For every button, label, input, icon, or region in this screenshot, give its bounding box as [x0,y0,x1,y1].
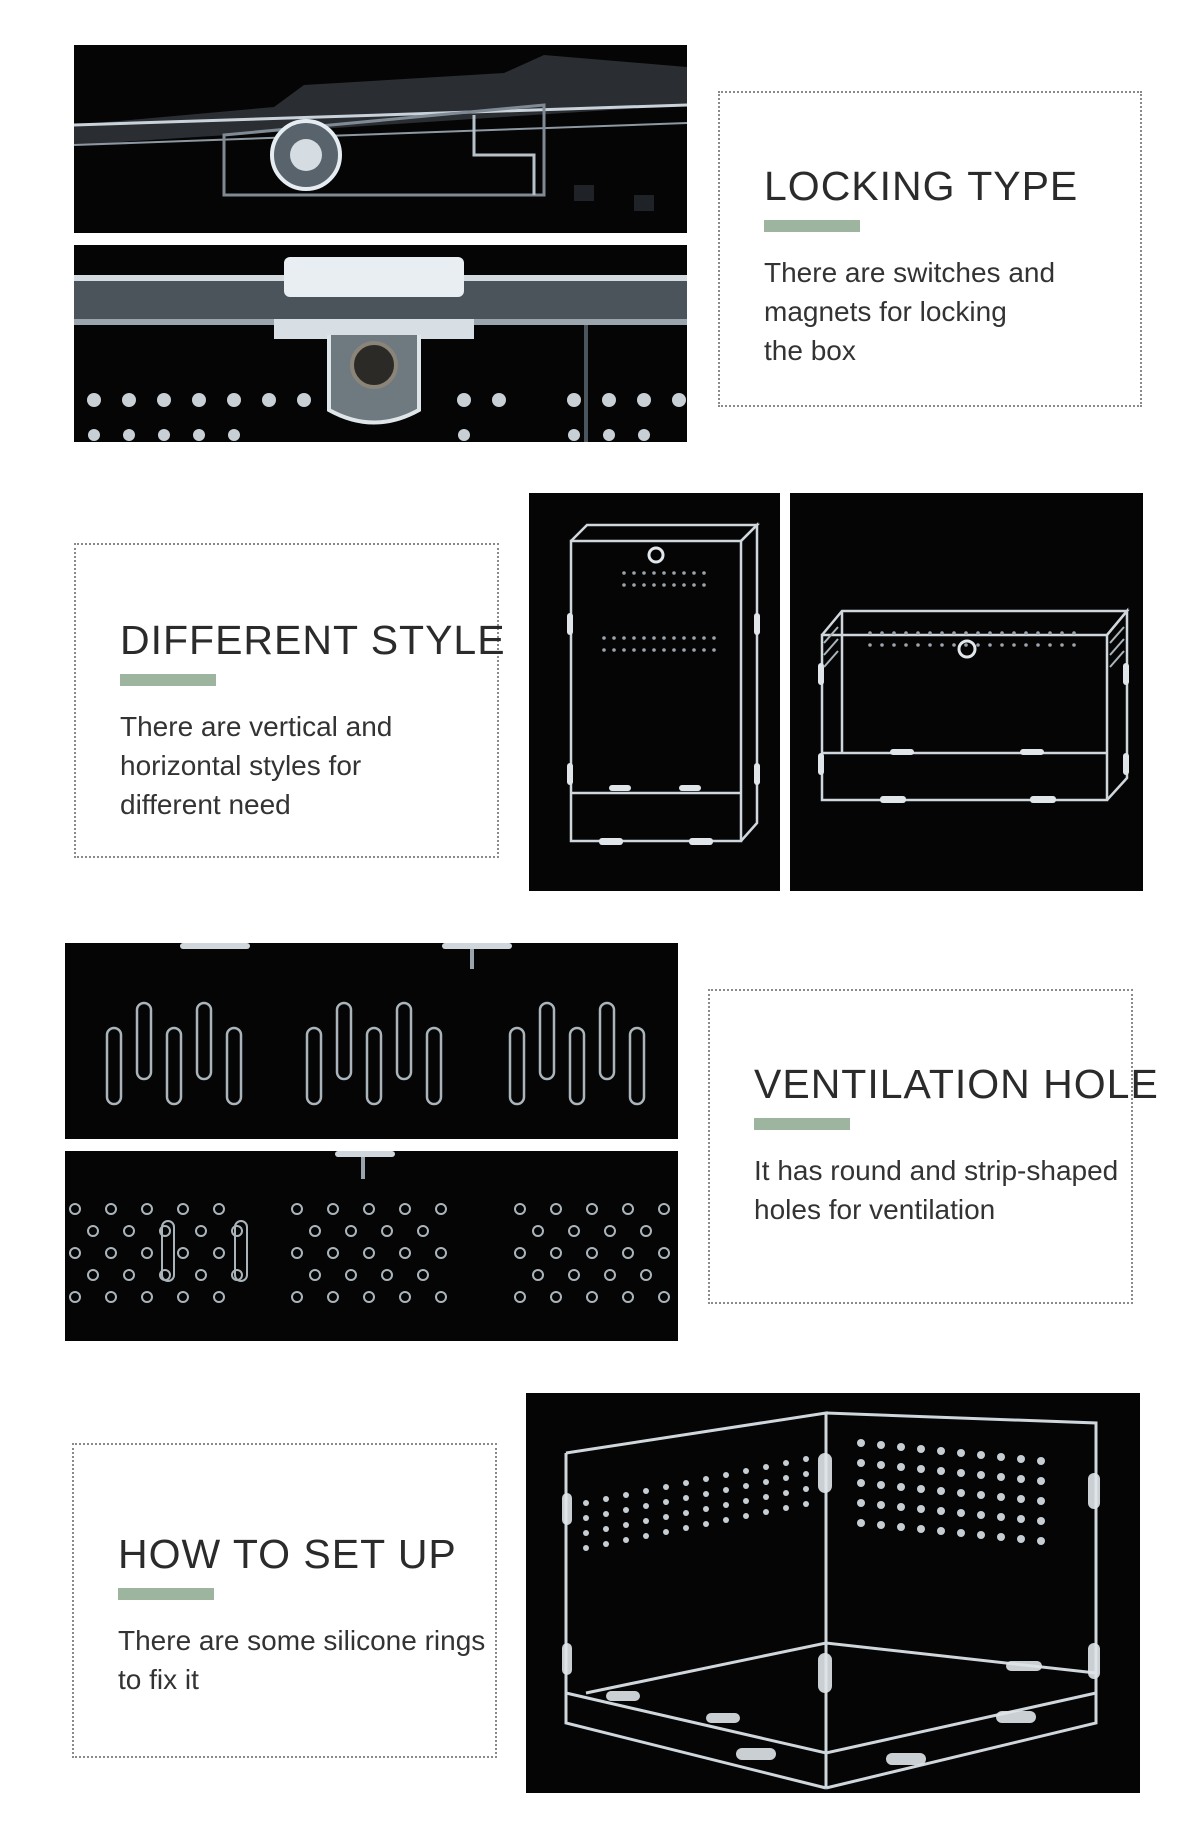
section-title: LOCKING TYPE [764,163,1079,209]
description-line: magnets for locking [764,296,1007,327]
round-holes-photo [65,1151,678,1341]
lock-switch-closeup-photo [74,45,687,233]
horizontal-box-photo [790,493,1143,891]
different-style-card [74,543,506,858]
locking-type-card [718,91,1142,407]
section-title: VENTILATION HOLE [754,1061,1159,1107]
section-description [764,253,1055,370]
section-title: HOW TO SET UP [118,1531,457,1577]
accent-bar [764,220,860,232]
round-holes-illustration [65,1151,678,1341]
description-line: There are switches and [764,257,1056,288]
strip-holes-illustration [65,943,678,1139]
assembled-box-photo [526,1393,1140,1793]
vertical-box-photo [529,493,780,891]
description-line: different need [120,789,291,820]
magnet-latch-illustration [74,245,687,442]
section-title: DIFFERENT STYLE [120,617,506,663]
accent-bar [120,674,216,686]
horizontal-box-illustration [790,493,1143,891]
how-to-set-up-card [72,1443,497,1758]
strip-holes-photo [65,943,678,1139]
section-description [120,707,392,824]
description-line: There are some silicone rings [118,1625,486,1656]
assembled-box-illustration [526,1393,1140,1793]
description-line: It has round and strip-shaped [754,1155,1119,1186]
ventilation-hole-card [708,989,1159,1304]
lock-switch-illustration [74,45,687,233]
magnet-latch-closeup-photo [74,245,687,442]
vertical-box-illustration [529,493,780,891]
accent-bar [118,1588,214,1600]
accent-bar [754,1118,850,1130]
description-line: There are vertical and [120,711,393,742]
section-description [754,1151,1118,1229]
section-description [118,1621,485,1699]
description-line: the box [764,335,856,366]
description-line: holes for ventilation [754,1194,996,1225]
description-line: horizontal styles for [120,750,362,781]
description-line: to fix it [118,1664,199,1695]
